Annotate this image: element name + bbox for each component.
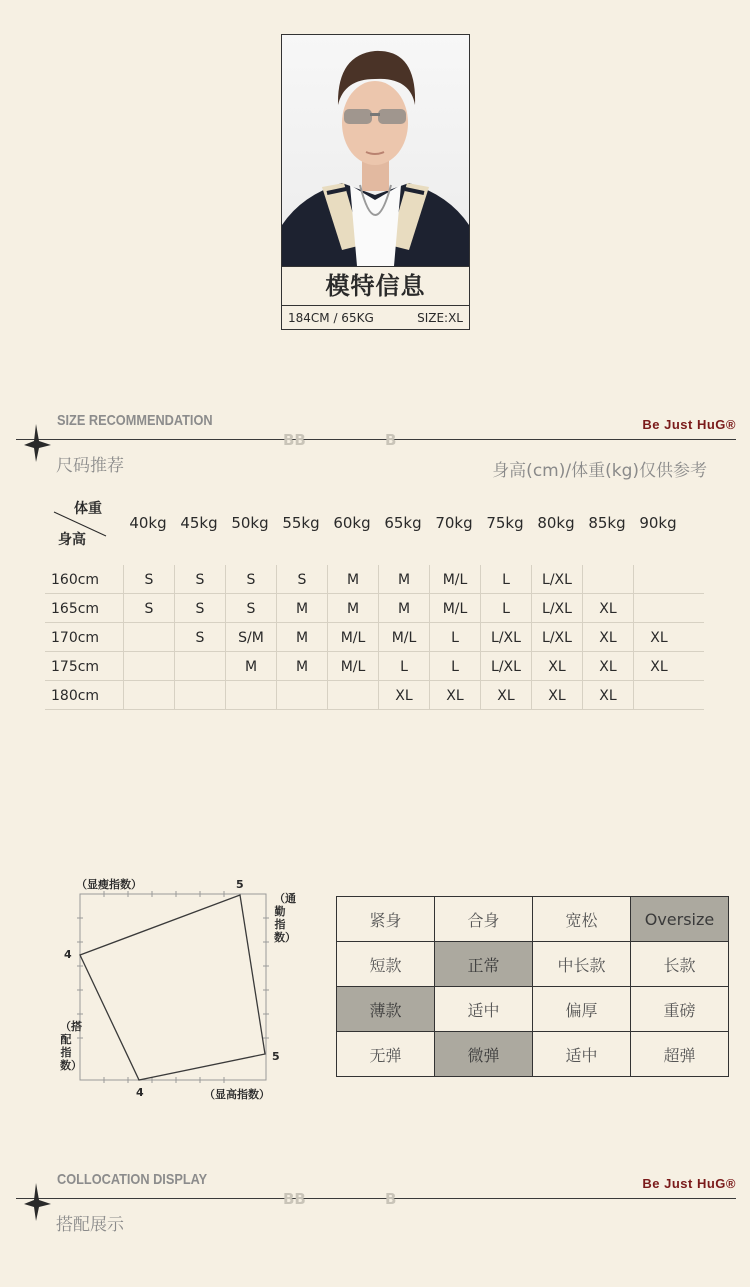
size-cell: M — [276, 623, 327, 651]
fit-option: 合身 — [435, 897, 533, 942]
size-cell: M/L — [378, 623, 429, 651]
size-cell: S — [174, 623, 225, 651]
size-cell — [123, 623, 174, 651]
size-cell: M/L — [327, 623, 378, 651]
brand-logo: Be Just HuG® — [642, 417, 736, 432]
size-cell: M — [225, 652, 276, 680]
weight-header: 80kg — [537, 514, 575, 532]
weight-header: 75kg — [486, 514, 524, 532]
brand-monogram: BB — [283, 431, 306, 449]
fit-row — [337, 897, 729, 942]
model-info-card — [281, 34, 470, 330]
size-cell: L/XL — [531, 623, 582, 651]
table-row — [45, 681, 704, 710]
brand-monogram-small: B — [385, 431, 397, 449]
height-cell: 175cm — [51, 659, 100, 675]
size-cell: M/L — [429, 565, 480, 593]
fit-option: 紧身 — [337, 897, 435, 942]
size-cell: XL — [633, 623, 684, 651]
height-cell: 160cm — [51, 572, 100, 588]
size-cell: S — [174, 565, 225, 593]
height-cell: 170cm — [51, 630, 100, 646]
size-cell — [633, 681, 684, 709]
size-cell: L/XL — [531, 565, 582, 593]
size-cell: L/XL — [480, 623, 531, 651]
fit-option-selected: 微弹 — [435, 1032, 533, 1077]
size-cell: M — [378, 594, 429, 622]
size-cell — [582, 565, 633, 593]
size-cell: XL — [582, 623, 633, 651]
fit-option-selected: 薄款 — [337, 987, 435, 1032]
height-label: 身高 — [58, 532, 86, 548]
index-chart-graphic — [56, 870, 296, 1110]
size-cell: S/M — [225, 623, 276, 651]
brand-monogram-small: B — [385, 1190, 397, 1208]
size-cell: M — [327, 565, 378, 593]
size-cell: XL — [582, 594, 633, 622]
section-title-cn: 搭配展示 — [56, 1215, 124, 1235]
fit-option: 偏厚 — [533, 987, 631, 1032]
sparkle-icon — [24, 422, 54, 462]
fit-row — [337, 987, 729, 1032]
table-row — [45, 652, 704, 681]
size-cell — [633, 565, 684, 593]
collocation-display-header — [0, 1171, 750, 1245]
weight-header: 60kg — [333, 514, 371, 532]
weight-header: 45kg — [180, 514, 218, 532]
matching-index-value: 4 — [64, 948, 72, 961]
size-cell: M — [276, 594, 327, 622]
size-cell — [327, 681, 378, 709]
size-cell: XL — [429, 681, 480, 709]
size-cell: XL — [531, 652, 582, 680]
model-photo — [282, 35, 469, 266]
sparkle-icon — [24, 1181, 54, 1221]
reference-note: 身高(cm)/体重(kg)仅供参考 — [492, 461, 707, 481]
size-cell: M — [378, 565, 429, 593]
table-corner-header — [50, 498, 112, 546]
model-info-title: 模特信息 — [282, 266, 469, 306]
section-title-en: COLLOCATION DISPLAY — [57, 1171, 208, 1188]
size-cell: XL — [531, 681, 582, 709]
fit-option: 重磅 — [631, 987, 729, 1032]
size-cell: M — [276, 652, 327, 680]
size-cell — [123, 681, 174, 709]
weight-header: 50kg — [231, 514, 269, 532]
brand-monogram: BB — [283, 1190, 306, 1208]
height-cell: 180cm — [51, 688, 100, 704]
brand-logo: Be Just HuG® — [642, 1176, 736, 1191]
weight-header: 70kg — [435, 514, 473, 532]
matching-index-label: （搭配指数） — [60, 1020, 82, 1072]
height-cell: 165cm — [51, 601, 100, 617]
fit-option: 适中 — [435, 987, 533, 1032]
divider-line — [16, 439, 736, 440]
fit-option: 短款 — [337, 942, 435, 987]
weight-header: 90kg — [639, 514, 677, 532]
size-cell — [174, 681, 225, 709]
size-cell: L — [480, 565, 531, 593]
fit-option: 中长款 — [533, 942, 631, 987]
size-cell: XL — [378, 681, 429, 709]
size-cell: L — [480, 594, 531, 622]
size-cell: L — [429, 652, 480, 680]
size-cell: S — [225, 594, 276, 622]
fit-option: 无弹 — [337, 1032, 435, 1077]
weight-header: 85kg — [588, 514, 626, 532]
size-cell: M — [327, 594, 378, 622]
table-row — [45, 623, 704, 652]
size-cell: L — [429, 623, 480, 651]
fit-attributes-table — [336, 896, 729, 1077]
weight-header: 55kg — [282, 514, 320, 532]
model-measurements: 184CM / 65KG — [288, 311, 374, 325]
size-cell — [123, 652, 174, 680]
size-cell: XL — [480, 681, 531, 709]
fit-option: 长款 — [631, 942, 729, 987]
height-index-value: 4 — [136, 1086, 144, 1099]
section-title-en: SIZE RECOMMENDATION — [57, 412, 213, 429]
size-cell: L/XL — [480, 652, 531, 680]
fit-option: 超弹 — [631, 1032, 729, 1077]
size-cell: S — [276, 565, 327, 593]
weight-header: 65kg — [384, 514, 422, 532]
commute-index-value: 5 — [272, 1050, 280, 1063]
divider-line — [16, 1198, 736, 1199]
fit-option: 适中 — [533, 1032, 631, 1077]
weight-header: 40kg — [129, 514, 167, 532]
fit-row — [337, 1032, 729, 1077]
table-row — [45, 565, 704, 594]
slimming-index-label: （显瘦指数） — [76, 878, 142, 891]
fit-option-selected: 正常 — [435, 942, 533, 987]
size-cell: S — [123, 594, 174, 622]
table-row — [45, 594, 704, 623]
size-cell — [633, 594, 684, 622]
size-cell: L/XL — [531, 594, 582, 622]
size-cell: XL — [582, 652, 633, 680]
size-cell: XL — [633, 652, 684, 680]
size-cell: XL — [582, 681, 633, 709]
size-cell — [276, 681, 327, 709]
fit-option-selected: Oversize — [631, 897, 729, 942]
index-polygon — [80, 895, 265, 1080]
fit-option: 宽松 — [533, 897, 631, 942]
model-size: SIZE:XL — [417, 311, 463, 325]
size-cell — [225, 681, 276, 709]
size-cell: S — [123, 565, 174, 593]
size-cell: L — [378, 652, 429, 680]
commute-index-label: （通勤指数） — [274, 892, 296, 944]
section-title-cn: 尺码推荐 — [56, 456, 124, 476]
fit-row — [337, 942, 729, 987]
size-table — [45, 565, 704, 710]
weight-label: 体重 — [74, 501, 102, 517]
fit-index-chart — [56, 870, 296, 1110]
size-cell: M/L — [327, 652, 378, 680]
size-cell: S — [225, 565, 276, 593]
height-index-label: （显高指数） — [204, 1088, 270, 1101]
slimming-index-value: 5 — [236, 878, 244, 891]
size-cell: M/L — [429, 594, 480, 622]
size-cell — [174, 652, 225, 680]
size-cell: S — [174, 594, 225, 622]
